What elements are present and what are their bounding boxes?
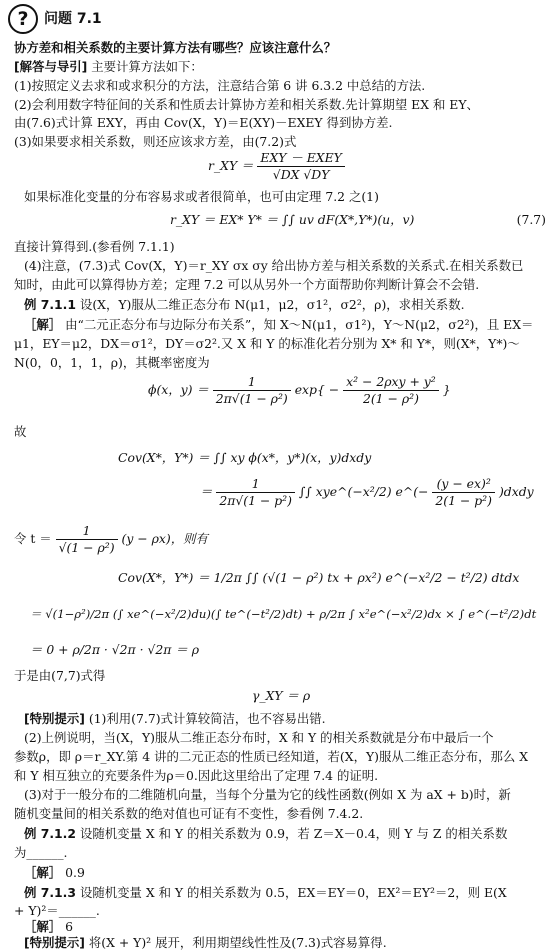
cov-line-5: ＝ 0 + ρ/2π · √2π · √2π ＝ ρ <box>30 642 199 657</box>
method-3-note: 如果标准化变量的分布容易求或者很简单，也可由定理 7.2 之(1) <box>24 189 379 204</box>
equation-7-7: r_XY ＝ EX* Y* ＝ ∫∫ uv dF(X*,Y*)(u，v) <box>170 212 415 227</box>
example-7-1-2 <box>24 826 507 842</box>
example-7-1-2-text: 设随机变量 X 和 Y 的相关系数为 0.9，若 Z＝X－0.4，则 Y 与 Z 的相关系数 <box>79 826 508 841</box>
example-7-1-1 <box>24 297 465 313</box>
cov-line-3: Cov(X*，Y*) ＝ 1/2π ∫∫ (√(1 − ρ²) tx + ρx²) e^(−x²/2 − t²/2) dtdx <box>118 570 520 585</box>
method-1: (1)按照定义去求和或求积分的方法，注意结合第 6 讲 6.3.2 中总结的方法. <box>14 78 426 93</box>
answer-7-1-3-label: ［解］ <box>24 919 62 934</box>
tip-1-text: (1)利用(7.7)式计算较简洁，也不容易出错. <box>88 711 326 726</box>
answer-7-1-3 <box>24 919 73 935</box>
method-3: (3)如果要求相关系数，则还应该求方差，由(7.2)式 <box>14 134 297 149</box>
cov2-exp-num: (y − ex)² <box>432 476 495 493</box>
solution-line-1 <box>24 317 533 333</box>
cov2-coef-den: 2π√(1 − p²) <box>219 493 292 508</box>
method-2-line-2: 由(7.6)式计算 EXY，再由 Cov(X，Y)＝E(XY)－EXEY 得到协方差. <box>14 115 393 130</box>
tip-label: [特别提示] <box>24 711 85 726</box>
density-exp-num: x² − 2ρxy + y² <box>343 374 439 391</box>
tip-2-line-1: (2)上例说明，当(X，Y)服从二维正态分布时，X 和 Y 的相关系数就是分布中最后一个 <box>24 730 494 745</box>
tip-2-line-3: 和 Y 相互独立的充要条件为ρ＝0.因此这里给出了定理 7.4 的证明. <box>14 768 379 783</box>
result-equation: γ_XY ＝ ρ <box>252 688 311 703</box>
tip-3-line-1: (3)对于一般分布的二维随机向量，当每个分量为它的线性函数(例如 X 为 aX + b)时，新 <box>24 787 511 802</box>
cov2-body: ∫∫ xye^(−x²/2) e^(− <box>298 484 429 499</box>
density-exponent <box>343 374 439 407</box>
density-equation: ϕ(x，y) ＝ $\frac{1}{\text{2π√(1 − ρ²)}}$ exp{ − $\frac{\text{x² − 2ρxy + y²}}{\text{2(1 − ρ²)}}$ } <box>148 374 451 406</box>
density-exp: exp <box>294 382 317 397</box>
cov2-eq: ＝ <box>200 484 213 499</box>
cov-line-2 <box>200 476 534 509</box>
example-7-1-3-label: 例 7.1.3 <box>24 885 76 900</box>
tip-4 <box>24 935 387 951</box>
substitution-let: 令 t ＝ <box>14 531 52 546</box>
example-7-1-2-blank: 为______. <box>14 845 68 860</box>
method-4-line-1: (4)注意，(7.3)式 Cov(X，Y)＝r_XY σx σy 给出协方差与相关系数的关系式.在相关系数已 <box>24 258 524 273</box>
example-7-1-2-label: 例 7.1.2 <box>24 826 76 841</box>
cov2-exponent <box>432 476 495 509</box>
cov2-coef-num: 1 <box>216 476 295 493</box>
solution-text-1: 由“二元正态分布与边际分布关系”，知 X～N(μ1，σ1²)，Y～N(μ2，σ2²)，且 EX＝ <box>65 317 534 332</box>
question-text: 协方差和相关系数的主要计算方法有哪些？应该注意什么？ <box>14 40 337 55</box>
example-7-1-1-text: 设(X，Y)服从二维正态分布 N(μ1，μ2，σ1²，σ2²，ρ)，求相关系数. <box>79 297 465 312</box>
example-7-1-3-text: 设随机变量 X 和 Y 的相关系数为 0.5，EX＝EY＝0，EX²＝EY²＝2，则 E(X <box>79 885 507 900</box>
density-coefficient <box>213 374 291 407</box>
equation-7-7-number: (7.7) <box>516 212 546 227</box>
question-mark-icon: ? <box>8 4 38 34</box>
tip-1 <box>24 711 326 727</box>
substitution-rest: (y − ρx)，则有 <box>121 531 208 546</box>
therefore: 故 <box>14 424 27 439</box>
substitution-den: √(1 − ρ²) <box>58 540 115 555</box>
eq72-denominator: √DX √DY <box>272 167 330 182</box>
tip-2-line-2: 参数ρ，即 ρ＝r_XY.第 4 讲的二元正态的性质已经知道，若(X，Y)服从二维正态分布，那么 X <box>14 749 529 764</box>
tip-4-label: [特别提示] <box>24 935 85 950</box>
answer-7-1-3-value: 6 <box>65 919 74 934</box>
answer-label: [解答与导引] <box>14 59 88 74</box>
problem-title: 问题 7.1 <box>44 11 102 27</box>
answer-intro <box>14 59 203 75</box>
density-coef-num: 1 <box>213 374 291 391</box>
method-2-line-1: (2)会利用数字特征间的关系和性质去计算协方差和相关系数.先计算期望 EX 和 EY、 <box>14 97 479 112</box>
tip-3-line-2: 随机变量间的相关系数的绝对值也可证有不变性，参看例 7.4.2. <box>14 806 364 821</box>
eq72-fraction <box>257 150 344 183</box>
solution-line-2: μ1，EY＝μ2，DX＝σ1²，DY＝σ2².又 X 和 Y 的标准化若分别为 X* 和 Y*，则(X*，Y*)～ <box>14 336 520 351</box>
cov2-end: )dxdy <box>498 484 534 499</box>
method-3-end: 直接计算得到.(参看例 7.1.1) <box>14 239 175 254</box>
example-7-1-3-blank: + Y)²＝______. <box>14 903 100 918</box>
cov2-coef <box>216 476 295 509</box>
density-exp-den: 2(1 − ρ²) <box>362 391 419 406</box>
example-7-1-1-label: 例 7.1.1 <box>24 297 76 312</box>
cov-line-1: Cov(X*，Y*) ＝ ∫∫ xy ϕ(x*，y*)(x，y)dxdy <box>118 450 372 465</box>
answer-7-1-2-value: 0.9 <box>65 865 85 880</box>
substitution-fraction <box>56 523 118 556</box>
substitution-line <box>14 523 208 556</box>
result-intro: 于是由(7,7)式得 <box>14 668 106 683</box>
solution-label: ［解］ <box>24 317 62 332</box>
density-coef-den: 2π√(1 − ρ²) <box>215 391 288 406</box>
example-7-1-3 <box>24 885 507 901</box>
solution-line-3: N(0，0，1，1，ρ)，其概率密度为 <box>14 355 210 370</box>
problem-header <box>8 4 102 34</box>
substitution-num: 1 <box>56 523 118 540</box>
equation-7-2 <box>208 150 345 183</box>
answer-7-1-2-label: ［解］ <box>24 865 62 880</box>
eq72-lhs: r_XY ＝ <box>208 158 254 173</box>
cov2-exp-den: 2(1 − p²) <box>435 493 492 508</box>
answer-intro-text: 主要计算方法如下： <box>91 59 203 74</box>
tip-4-text: 将(X + Y)² 展开，利用期望线性性及(7.3)式容易算得. <box>88 935 387 950</box>
method-4-line-2: 知时，由此可以算得协方差；定理 7.2 可以从另外一个方面帮助你判断计算会不会错. <box>14 277 480 292</box>
density-lhs: ϕ(x，y) ＝ <box>148 382 209 397</box>
cov-line-4: ＝ √(1−ρ²)/2π (∫ xe^(−x²/2)du)(∫ te^(−t²/2)dt) + ρ/2π ∫ x²e^(−x²/2)dx × ∫ e^(−t²/2)dt <box>30 607 537 621</box>
answer-7-1-2 <box>24 865 85 881</box>
eq72-numerator: EXY － EXEY <box>257 150 344 167</box>
